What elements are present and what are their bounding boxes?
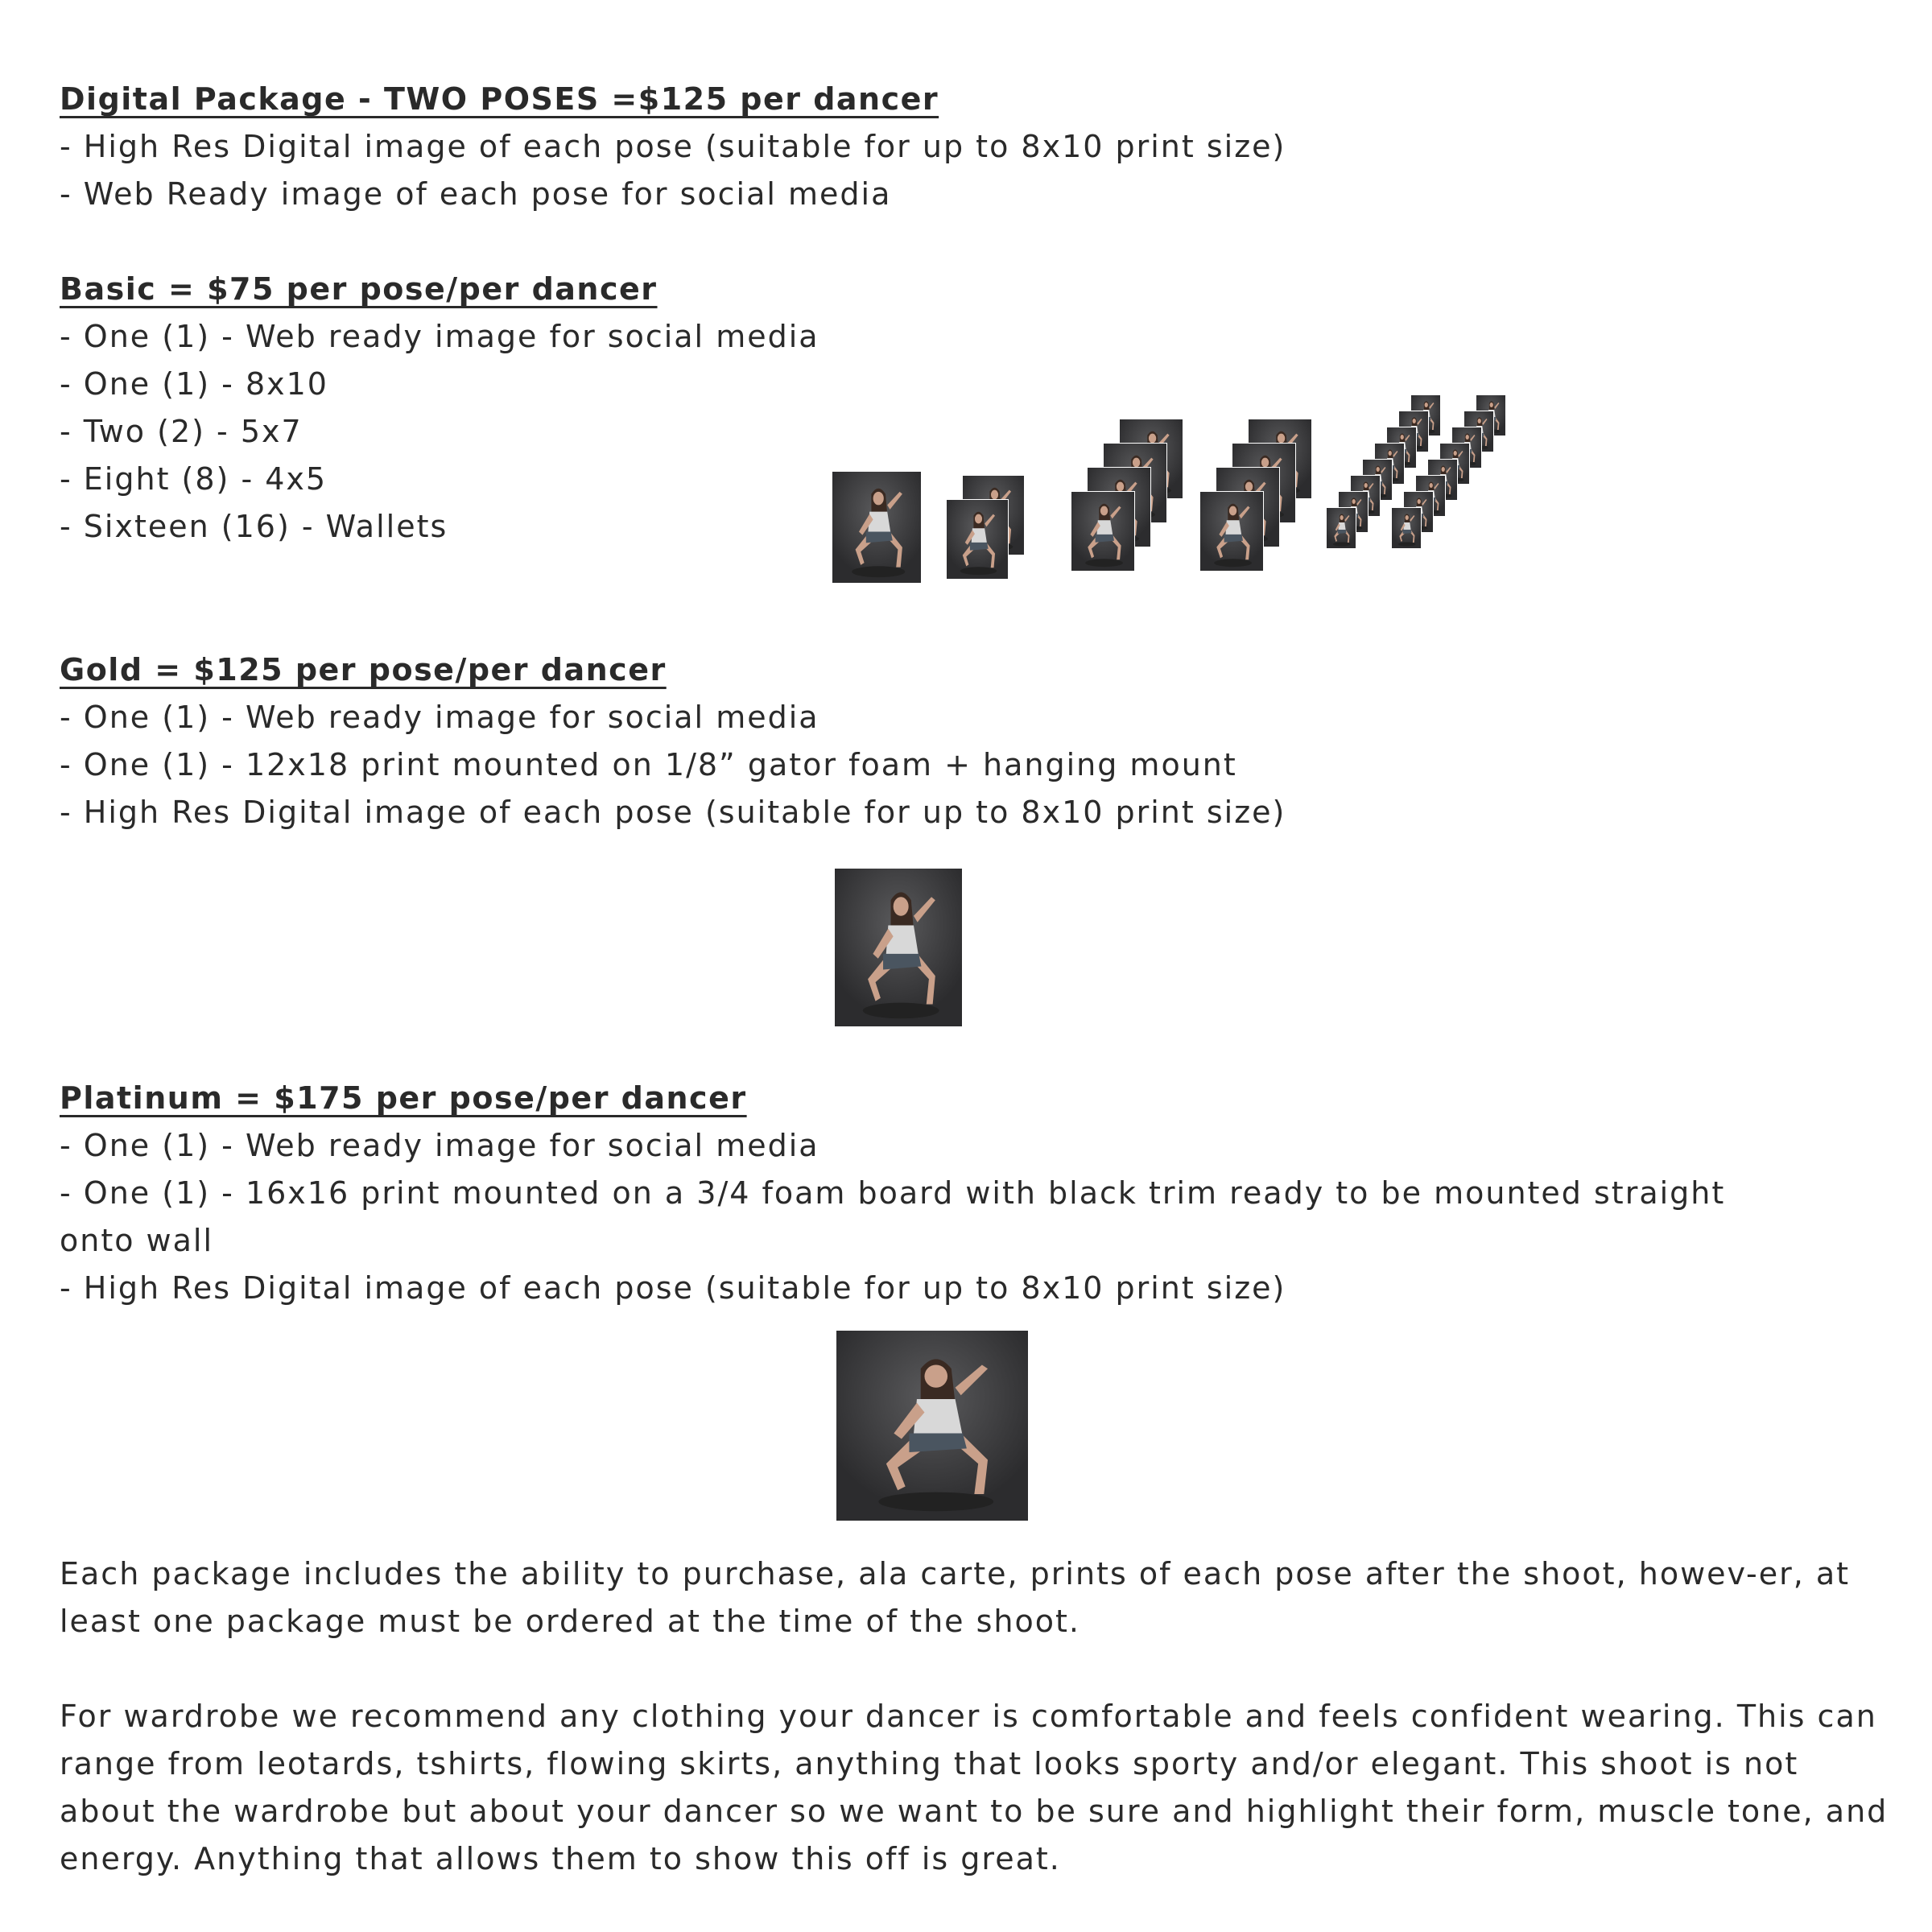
list-item: - One (1) - Web ready image for social media [60,700,819,735]
list-item: onto wall [60,1223,214,1258]
digital-package-heading: Digital Package - TWO POSES =$125 per dancer [60,81,939,117]
gold-package-list [60,694,1286,836]
basic-package-heading: Basic = $75 per pose/per dancer [60,271,658,307]
dancer-photo [1326,507,1356,549]
dancer-photo [836,1330,1029,1521]
platinum-package-heading: Platinum = $175 per pose/per dancer [60,1080,747,1116]
list-item: - Two (2) - 5x7 [60,414,303,449]
dancer-photo [1391,507,1422,549]
digital-package-list [60,123,1286,218]
list-item: - Sixteen (16) - Wallets [60,509,448,544]
list-item: - High Res Digital image of each pose (suitable for up to 8x10 print size) [60,1270,1286,1306]
dancer-photo [834,868,963,1027]
list-item: - High Res Digital image of each pose (suitable for up to 8x10 print size) [60,129,1286,164]
dancer-photo [1199,491,1264,572]
basic-package-list [60,313,819,551]
dancer-photo [832,471,922,584]
dancer-photo [946,499,1009,580]
list-item: - Eight (8) - 4x5 [60,461,328,497]
platinum-package-list [60,1122,1725,1312]
list-item: - One (1) - 8x10 [60,366,328,402]
ala-carte-paragraph: Each package includes the ability to purchase, ala carte, prints of each pose after the shoot, howev-er, at least one package must be ordered at the time of the shoot. [60,1556,1851,1639]
list-item: - One (1) - Web ready image for social media [60,319,819,354]
gold-package-heading: Gold = $125 per pose/per dancer [60,652,667,687]
dancer-photo [1071,491,1135,572]
wardrobe-paragraph: For wardrobe we recommend any clothing your dancer is comfortable and feels confident wearing. This can range from leotards, tshirts, flowing skirts, anything that looks sporty and/or elegant. This shoot is not about the wardrobe but about your dancer so we want to be sure and highlight their form, muscle tone, and energy. Anything that allows them to show this off is great. [60,1699,1889,1876]
list-item: - One (1) - 12x18 print mounted on 1/8” gator foam + hanging mount [60,747,1237,782]
list-item: - Web Ready image of each pose for social media [60,176,892,212]
list-item: - High Res Digital image of each pose (suitable for up to 8x10 print size) [60,795,1286,830]
list-item: - One (1) - Web ready image for social media [60,1128,819,1163]
list-item: - One (1) - 16x16 print mounted on a 3/4 foam board with black trim ready to be mounted straight [60,1175,1726,1211]
